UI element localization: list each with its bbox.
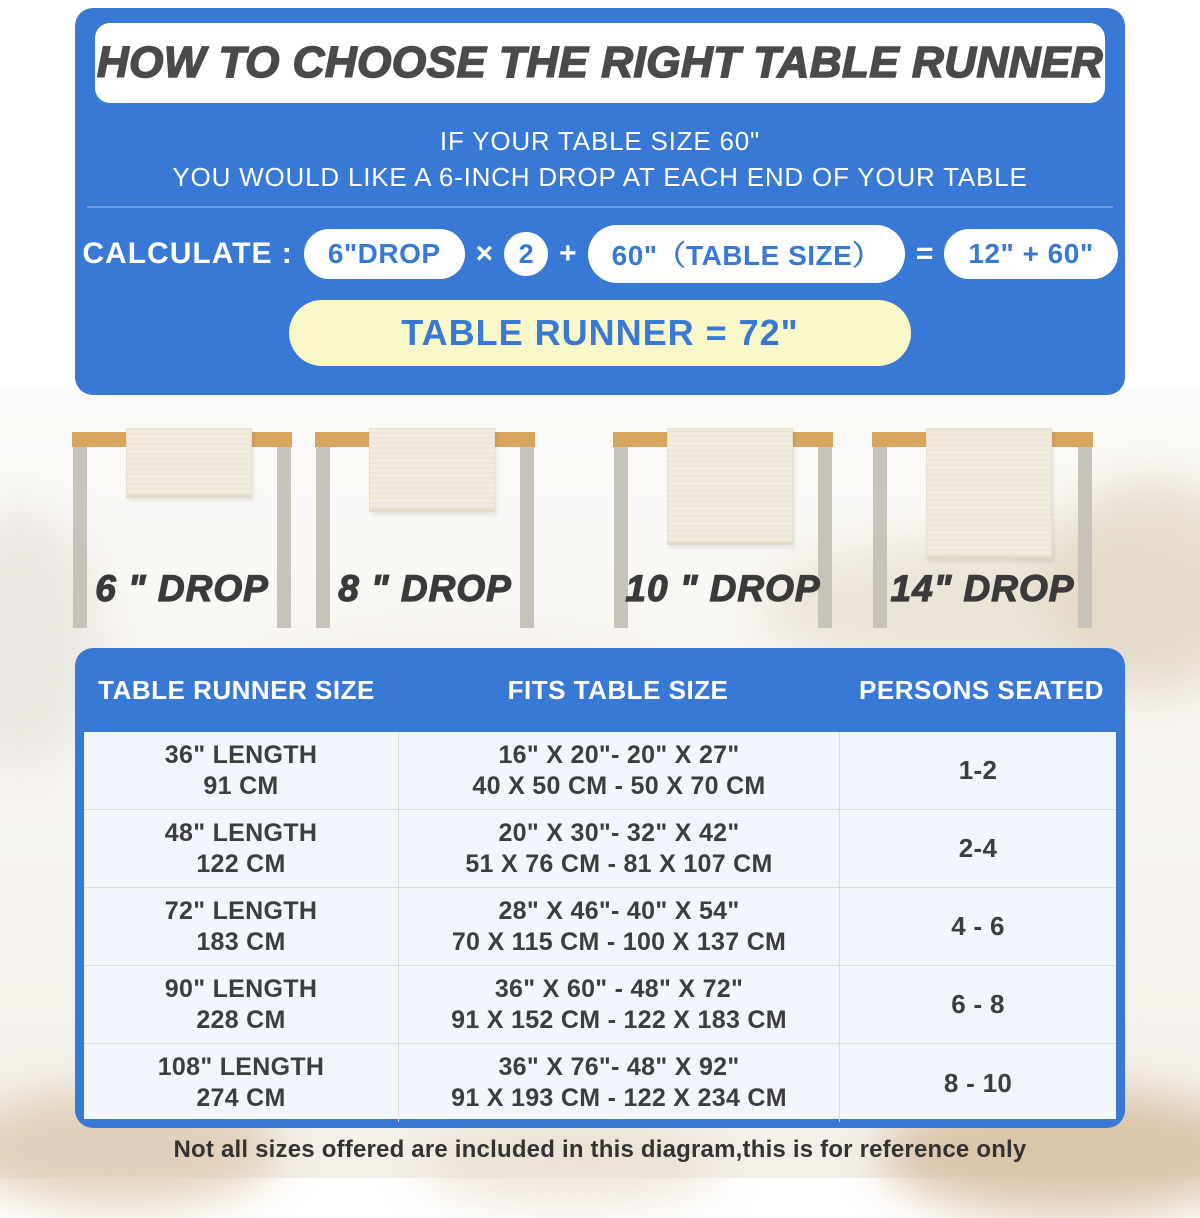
banner-divider <box>87 206 1113 208</box>
runner-swatch <box>369 428 495 512</box>
fits-cm: 70 X 115 CM - 100 X 137 CM <box>451 927 787 956</box>
fits-cm: 91 X 152 CM - 122 X 183 CM <box>451 1005 787 1034</box>
persons-cell: 4 - 6 <box>839 888 1116 965</box>
drop-label: 10 " DROP <box>625 568 821 609</box>
table-figure-8in <box>315 390 535 635</box>
table-row <box>84 966 1116 1044</box>
fits-table-cell <box>398 966 839 1043</box>
runner-size-cm: 183 CM <box>196 927 286 956</box>
runner-size-cell <box>84 810 398 887</box>
result-pill <box>289 300 911 366</box>
table-row <box>84 888 1116 966</box>
size-table-panel <box>75 648 1125 1128</box>
drop-value-pill: 6"DROP <box>304 229 465 279</box>
drop-label: 8 " DROP <box>338 568 512 609</box>
fits-table-cell <box>398 810 839 887</box>
fits-table-cell <box>398 732 839 809</box>
runner-swatch <box>126 428 252 498</box>
disclaimer-note: Not all sizes offered are included in this diagram,this is for reference only <box>173 1136 1027 1163</box>
runner-size-cell <box>84 732 398 809</box>
page-title: HOW TO CHOOSE THE RIGHT TABLE RUNNER <box>96 38 1104 87</box>
runner-size-cm: 122 CM <box>196 849 286 878</box>
intro-line-1: IF YOUR TABLE SIZE 60" <box>439 126 761 156</box>
persons-cell: 1-2 <box>839 732 1116 809</box>
header-banner <box>75 8 1125 395</box>
drop-label: 6 " DROP <box>95 568 269 609</box>
size-table-body <box>84 732 1116 1119</box>
runner-size-cm: 228 CM <box>196 1005 286 1034</box>
table-row <box>84 1044 1116 1122</box>
runner-size-inches: 48" LENGTH <box>164 818 318 847</box>
plus-sign: + <box>559 237 577 270</box>
persons-cell: 2-4 <box>839 810 1116 887</box>
calculation-row <box>75 228 1125 280</box>
fits-cm: 51 X 76 CM - 81 X 107 CM <box>465 849 773 878</box>
runner-size-cm: 91 CM <box>203 771 279 800</box>
table-figure-14in <box>872 390 1093 635</box>
sum-pill: 12" + 60" <box>944 229 1117 279</box>
table-figure-6in <box>72 390 292 635</box>
fits-inches: 28" X 46"- 40" X 54" <box>498 896 740 925</box>
runner-swatch <box>667 428 793 545</box>
equals-sign: = <box>915 237 934 270</box>
title-box <box>95 23 1105 103</box>
fits-inches: 36" X 76"- 48" X 92" <box>498 1053 740 1081</box>
runner-size-cell <box>84 888 398 965</box>
fits-table-cell <box>398 888 839 965</box>
table-row <box>84 732 1116 810</box>
fits-table-cell <box>398 1044 839 1122</box>
fits-inches: 20" X 30"- 32" X 42" <box>498 818 740 847</box>
multiplier-badge: 2 <box>504 232 548 276</box>
column-header-runner-size: TABLE RUNNER SIZE <box>98 674 375 705</box>
persons-cell: 8 - 10 <box>839 1044 1116 1122</box>
persons-cell: 6 - 8 <box>839 966 1116 1043</box>
runner-size-cell <box>84 1044 398 1122</box>
table-figure-10in <box>613 390 833 635</box>
fits-cm: 40 X 50 CM - 50 X 70 CM <box>472 771 766 800</box>
column-header-fits-table: FITS TABLE SIZE <box>507 674 729 705</box>
size-table-header <box>75 648 1125 732</box>
result-text: TABLE RUNNER = 72" <box>401 312 799 353</box>
table-row <box>84 810 1116 888</box>
fits-inches: 36" X 60" - 48" X 72" <box>494 974 744 1003</box>
runner-swatch <box>926 428 1052 559</box>
drop-illustrations <box>0 390 1200 645</box>
runner-size-cm: 274 CM <box>196 1084 286 1112</box>
intro-line-2: YOU WOULD LIKE A 6-INCH DROP AT EACH END OF YOUR TABLE <box>172 162 1028 192</box>
runner-size-inches: 36" LENGTH <box>164 740 318 769</box>
fits-inches: 16" X 20"- 20" X 27" <box>498 740 740 769</box>
column-header-persons: PERSONS SEATED <box>859 674 1104 705</box>
runner-size-inches: 72" LENGTH <box>164 896 318 925</box>
runner-size-inches: 90" LENGTH <box>164 974 318 1003</box>
runner-size-cell <box>84 966 398 1043</box>
fits-cm: 91 X 193 CM - 122 X 234 CM <box>451 1084 787 1112</box>
calculate-label: CALCULATE : <box>82 237 293 270</box>
multiply-sign: × <box>475 237 494 270</box>
runner-size-inches: 108" LENGTH <box>157 1053 325 1081</box>
table-size-pill: 60"（TABLE SIZE） <box>588 225 905 283</box>
drop-label: 14" DROP <box>890 568 1075 609</box>
